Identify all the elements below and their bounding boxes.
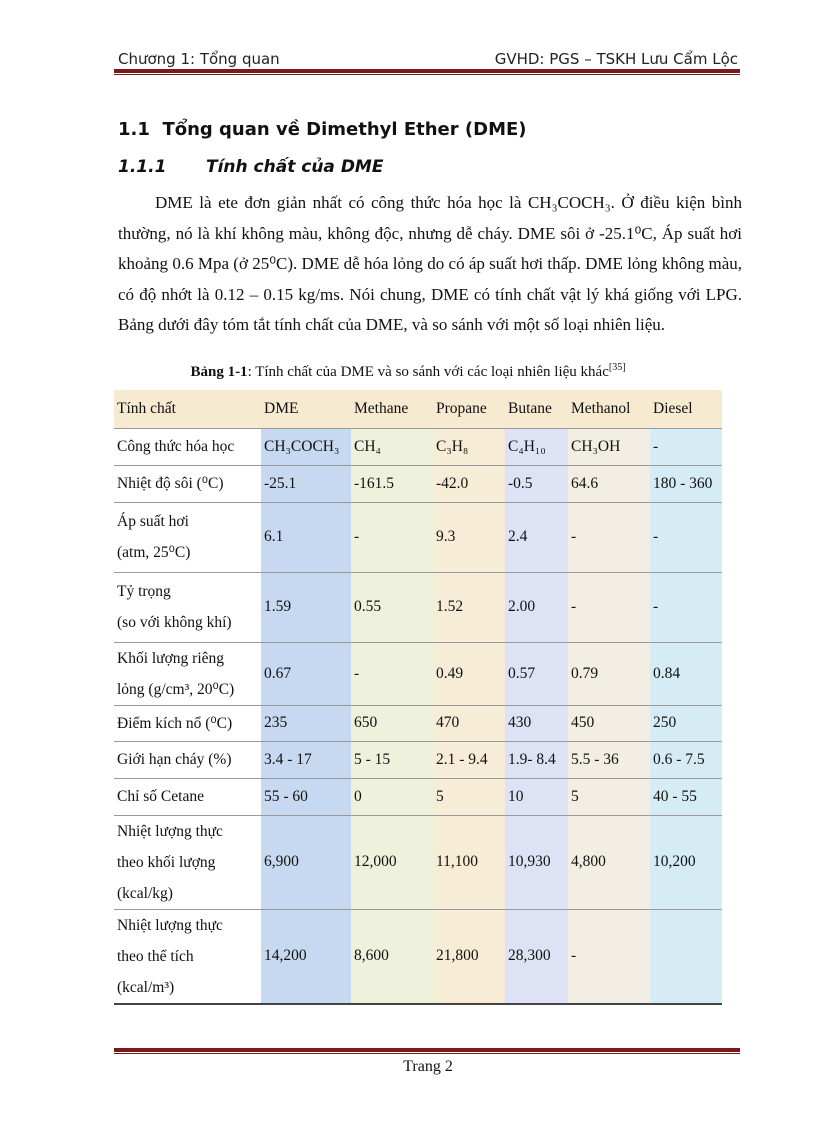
table-cell: - [351, 642, 433, 705]
row-label-line: Nhiệt độ sôi (⁰C) [117, 475, 224, 492]
row-label-line: theo thể tích [117, 947, 194, 965]
properties-table [114, 390, 722, 1005]
table-row [114, 778, 722, 815]
row-label [114, 428, 261, 465]
table-cell: 12,000 [351, 815, 433, 909]
table-row [114, 465, 722, 502]
table-cell: 5 [433, 778, 505, 815]
table-cell: 6.1 [261, 502, 351, 572]
row-label-line: Nhiệt lượng thực [117, 822, 223, 840]
table-cell: - [568, 572, 650, 642]
table-cell: 0.57 [505, 642, 568, 705]
table-cell: 430 [505, 705, 568, 741]
table-cell: 0.67 [261, 642, 351, 705]
table-cell: - [568, 909, 650, 1004]
row-label [114, 572, 261, 642]
header-chapter: Chương 1: Tổng quan [118, 50, 280, 68]
row-label [114, 642, 261, 705]
caption-ref: [35] [608, 362, 626, 373]
row-label [114, 502, 261, 572]
table-cell: 250 [650, 705, 722, 741]
section-number: 1.1 [118, 119, 150, 140]
row-label-line: (atm, 25⁰C) [117, 544, 191, 561]
table-cell: 2.1 - 9.4 [433, 741, 505, 778]
row-label [114, 705, 261, 741]
table-row [114, 428, 722, 465]
table-cell: 235 [261, 705, 351, 741]
table-cell: 14,200 [261, 909, 351, 1004]
row-label-line: Điểm kích nổ (⁰C) [117, 714, 233, 732]
table-cell: 0.55 [351, 572, 433, 642]
row-label-line: Giới hạn cháy (%) [117, 751, 232, 768]
table-cell: 1.9- 8.4 [505, 741, 568, 778]
table-header-cell: Methane [351, 390, 433, 428]
table-cell: - [568, 502, 650, 572]
table-row [114, 572, 722, 642]
table-cell: C₄H₁₀ [505, 428, 568, 465]
table-cell: 64.6 [568, 465, 650, 502]
table-cell: 28,300 [505, 909, 568, 1004]
table-cell: 10,200 [650, 815, 722, 909]
footer-rule-thin [114, 1053, 740, 1054]
header-rule [114, 69, 740, 73]
table-cell: 5 [568, 778, 650, 815]
page-header [116, 50, 740, 68]
row-label [114, 741, 261, 778]
table-caption [0, 362, 816, 381]
table-cell: CH₄ [351, 428, 433, 465]
row-label [114, 815, 261, 909]
table-cell: 470 [433, 705, 505, 741]
subsection-number: 1.1.1 [118, 157, 167, 177]
table-cell: 10,930 [505, 815, 568, 909]
row-label-line: (so với không khí) [117, 614, 232, 631]
row-label-line: Tỷ trọng [117, 583, 171, 600]
table-cell: -25.1 [261, 465, 351, 502]
table-cell: CH₃COCH₃ [261, 428, 351, 465]
table-header-cell: Methanol [568, 390, 650, 428]
table-cell: 9.3 [433, 502, 505, 572]
section-heading [118, 119, 527, 140]
header-advisor: GVHD: PGS – TSKH Lưu Cẩm Lộc [494, 50, 738, 68]
body-paragraph [118, 188, 742, 341]
table-cell: 8,600 [351, 909, 433, 1004]
row-label-line: Khối lượng riêng [117, 649, 225, 667]
table-header-cell: Propane [433, 390, 505, 428]
table-cell: 0.49 [433, 642, 505, 705]
table-header-cell: DME [261, 390, 351, 428]
table-cell: 55 - 60 [261, 778, 351, 815]
row-label-line: Nhiệt lượng thực [117, 916, 223, 934]
table-cell: 21,800 [433, 909, 505, 1004]
row-label-line: theo khối lượng [117, 853, 216, 871]
table-cell: - [351, 502, 433, 572]
row-label-line: lỏng (g/cm³, 20⁰C) [117, 680, 235, 698]
table-cell: 650 [351, 705, 433, 741]
row-label-line: Áp suất hơi [117, 513, 189, 530]
table-cell: 6,900 [261, 815, 351, 909]
table-row [114, 815, 722, 909]
table-cell: - [650, 502, 722, 572]
table-cell: - [650, 428, 722, 465]
page-number: Trang 2 [403, 1058, 453, 1075]
row-label-line: Công thức hóa học [117, 438, 235, 455]
table-cell: 180 - 360 [650, 465, 722, 502]
table-cell: 4,800 [568, 815, 650, 909]
caption-label: Bảng 1-1 [190, 364, 248, 380]
table-row [114, 642, 722, 705]
table-cell: 40 - 55 [650, 778, 722, 815]
paragraph-text: DME là ete đơn giản nhất có công thức hóa học là CH₃COCH₃. Ở điều kiện bình thường, nó là khí không màu, không độc, nhưng dễ cháy. DME sôi ở -25.1⁰C, Áp suất hơi khoảng 0.6 Mpa (ở 25⁰C). DME dễ hóa lỏng do có áp suất hơi thấp. DME lỏng không màu, có độ nhớt là 0.12 – 0.15 kg/ms. Nói chung, DME có tính chất vật lý khá giống với LPG. Bảng dưới đây tóm tắt tính chất của DME, và so sánh với một số loại nhiên liệu. [118, 193, 742, 334]
footer-rule [114, 1048, 740, 1052]
table-header-cell: Tính chất [114, 390, 261, 428]
row-label-line: (kcal/m³) [117, 978, 175, 996]
subsection-title: Tính chất của DME [206, 157, 384, 177]
table-header-cell: Diesel [650, 390, 722, 428]
table-row [114, 502, 722, 572]
subsection-heading [118, 157, 383, 177]
table-row [114, 909, 722, 1004]
table-cell: 10 [505, 778, 568, 815]
table-cell: 0.84 [650, 642, 722, 705]
table-cell: C₃H₈ [433, 428, 505, 465]
table-row [114, 741, 722, 778]
row-label-line: Chỉ số Cetane [117, 788, 204, 805]
table-cell: 5 - 15 [351, 741, 433, 778]
table-cell: 5.5 - 36 [568, 741, 650, 778]
row-label [114, 909, 261, 1004]
table-cell: - [650, 572, 722, 642]
table-row [114, 705, 722, 741]
table-cell: 1.59 [261, 572, 351, 642]
table-header-row [114, 390, 722, 428]
row-label [114, 778, 261, 815]
table-cell: -42.0 [433, 465, 505, 502]
header-rule-thin [114, 74, 740, 75]
row-label-line: (kcal/kg) [117, 884, 173, 902]
row-label [114, 465, 261, 502]
table-cell: -0.5 [505, 465, 568, 502]
table-header-cell: Butane [505, 390, 568, 428]
table-cell: -161.5 [351, 465, 433, 502]
section-title: Tổng quan về Dimethyl Ether (DME) [162, 119, 527, 140]
table-cell: 2.00 [505, 572, 568, 642]
table-cell: 0.79 [568, 642, 650, 705]
caption-text: : Tính chất của DME và so sánh với các loại nhiên liệu khác [247, 364, 609, 380]
table-cell: 1.52 [433, 572, 505, 642]
table-cell: 0 [351, 778, 433, 815]
table-cell: CH₃OH [568, 428, 650, 465]
table-cell: 0.6 - 7.5 [650, 741, 722, 778]
table-cell: 11,100 [433, 815, 505, 909]
table-cell: 2.4 [505, 502, 568, 572]
table-cell: 450 [568, 705, 650, 741]
table-cell [650, 909, 722, 1004]
table-cell: 3.4 - 17 [261, 741, 351, 778]
